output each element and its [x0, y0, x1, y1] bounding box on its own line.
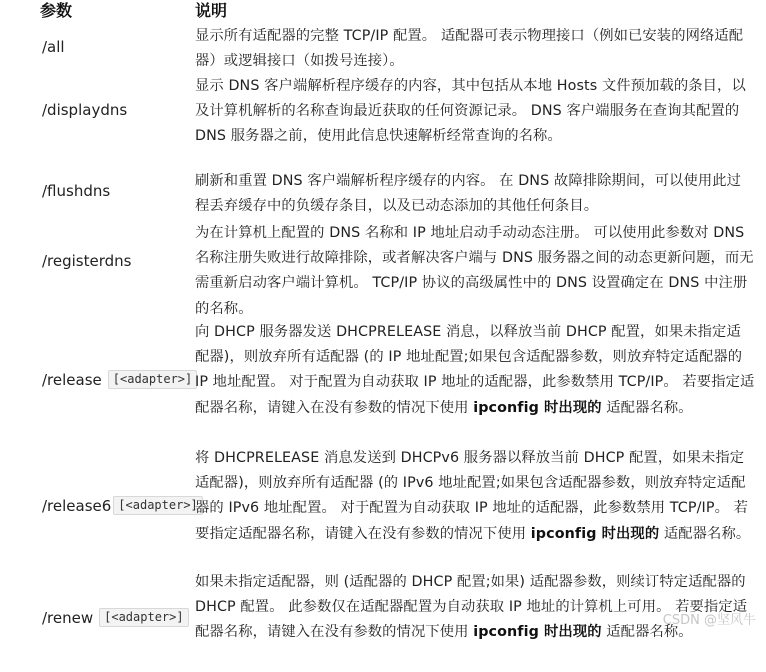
- desc-text: 如果未指定适配器，则 (适配器的 DHCP 配置;如果) 适配器参数，则续订特定适配器的 DHCP 配置。 此参数仅在适配器配置为自动获取 IP 地址的计算机上可用。 若要指定适配器名称，请键入在没有参数的情况下使用: [195, 574, 748, 641]
- param-all: [42, 38, 65, 56]
- param-desc: 刷新和重置 DNS 客户端解析程序缓存的内容。 在 DNS 故障排除期间，可以使用此过程丢弃缓存中的负缓存条目，以及已动态添加的其他任何条目。: [195, 173, 742, 215]
- param-name: /registerdns: [42, 252, 132, 270]
- desc-text: 向 DHCP 服务器发送 DHCPRELEASE 消息，以释放当前 DHCP 配置，如果未指定适配器)，则放弃所有适配器 (的 IP 地址配置;如果包含适配器参数，则放弃特定适配器的 IP 地址配置。 对于配置为自动获取 IP 地址的适配器，此参数禁用 TCP/IP。 若要指定适配器名称，请键入在没有参数的情况下使用: [195, 324, 755, 416]
- watermark: CSDN @坚风牛: [662, 613, 756, 628]
- param-name: /displaydns: [42, 101, 128, 119]
- param-release6: [42, 496, 203, 515]
- param-desc: 为在计算机上配置的 DNS 名称和 IP 地址启动手动动态注册。 可以使用此参数对 DNS 名称注册失败进行故障排除，或者解决客户端与 DNS 服务器之间的动态更新问题，而无需重新启动客户端计算机。 TCP/IP 协议的高级属性中的 DNS 设置确定在 DNS 中注册的名称。: [195, 225, 754, 317]
- table-row: [0, 26, 766, 76]
- param-name: /flushdns: [42, 182, 111, 200]
- adapter-code: [<adapter>]: [113, 496, 202, 515]
- desc-bold: ipconfig 时出现的: [530, 525, 660, 542]
- param-registerdns: [42, 252, 131, 270]
- header-param: 参数: [40, 1, 73, 20]
- adapter-code: [<adapter>]: [108, 370, 197, 389]
- table-row: [0, 170, 766, 222]
- param-release: [42, 370, 197, 389]
- param-name: /release: [42, 370, 102, 389]
- param-displaydns: [42, 101, 127, 119]
- param-desc: [195, 320, 755, 421]
- table-row: [0, 76, 766, 170]
- param-name: /release6: [42, 496, 112, 515]
- table-row: [0, 322, 766, 448]
- table-header: [0, 0, 766, 26]
- desc-text: 适配器名称。: [659, 525, 751, 542]
- desc-text: 适配器名称。: [601, 624, 693, 641]
- param-desc: [195, 446, 755, 547]
- desc-text: 适配器名称。: [601, 399, 693, 416]
- adapter-code: [<adapter>]: [99, 608, 188, 627]
- desc-bold: ipconfig 时出现的: [473, 624, 602, 641]
- table-row: [0, 222, 766, 322]
- param-desc: [195, 570, 755, 646]
- header-desc: 说明: [195, 1, 228, 20]
- table-row: [0, 448, 766, 572]
- desc-bold: ipconfig 时出现的: [473, 399, 602, 416]
- param-name: /renew: [42, 608, 94, 627]
- param-renew: [42, 608, 189, 627]
- param-desc: 显示所有适配器的完整 TCP/IP 配置。 适配器可表示物理接口（例如已安装的网络适配器）或逻辑接口（如拨号连接）。: [195, 28, 744, 70]
- param-desc: 显示 DNS 客户端解析程序缓存的内容，其中包括从本地 Hosts 文件预加载的条目，以及计算机解析的名称查询最近获取的任何资源记录。 DNS 客户端服务在查询其配置的 DNS 服务器之前，使用此信息快速解析经常查询的名称。: [195, 78, 746, 145]
- param-name: /all: [42, 38, 65, 56]
- param-flushdns: [42, 182, 110, 200]
- desc-text: 将 DHCPRELEASE 消息发送到 DHCPv6 服务器以释放当前 DHCP 配置，如果未指定适配器)，则放弃所有适配器 (的 IPv6 地址配置;如果包含适配器参数，则放弃特定适配器的 IPv6 地址配置。 对于配置为自动获取 IP 地址的适配器，此参数禁用 TCP/IP。 若要指定适配器名称，请键入在没有参数的情况下使用: [195, 450, 749, 542]
- table-row: [0, 572, 766, 672]
